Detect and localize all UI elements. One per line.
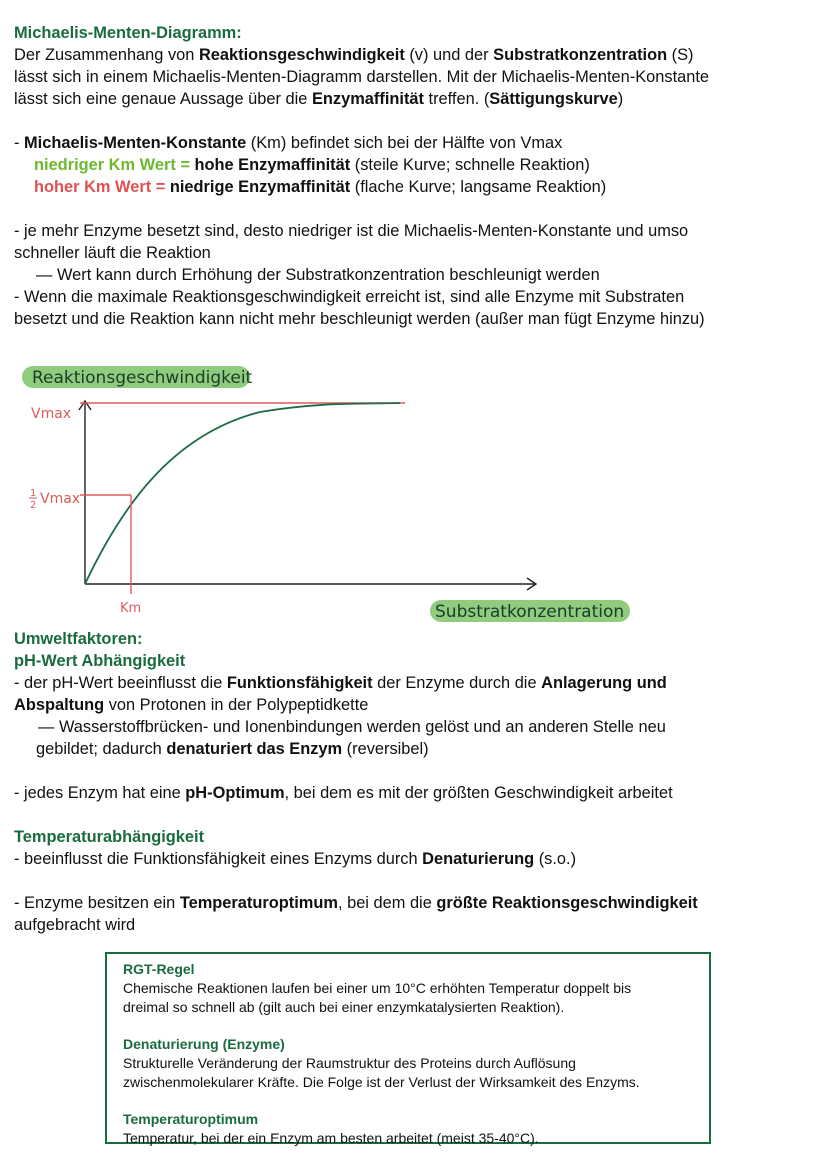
ph-bold: Anlagerung und <box>541 674 667 692</box>
ph-bold: pH-Optimum <box>185 784 285 802</box>
half-vmax-label: Vmax <box>40 491 81 507</box>
km-low-line <box>14 154 814 176</box>
graph-svg <box>0 360 828 625</box>
ph-line-5 <box>14 782 814 804</box>
km-high-bold: niedrige Enzymaffinität <box>169 178 351 196</box>
intro-text: treffen. ( <box>423 90 490 108</box>
km-high-label: hoher Km Wert = <box>34 178 170 196</box>
ph-text: gebildet; dadurch <box>36 740 167 758</box>
more-line-2: schneller läuft die Reaktion <box>14 244 211 262</box>
km-low-bold: hohe Enzymaffinität <box>194 156 351 174</box>
denaturierung-title: Denaturierung (Enzyme) <box>123 1036 285 1052</box>
ph-line-4 <box>14 738 814 760</box>
ph-text: , bei dem es mit der größten Geschwindigkeit arbeitet <box>284 784 673 802</box>
temp-text: (s.o.) <box>534 850 577 868</box>
temp-bold: Temperaturoptimum <box>179 894 338 912</box>
ph-line-1 <box>14 672 814 694</box>
km-high-line <box>14 176 814 198</box>
temp-bold: Denaturierung <box>422 850 535 868</box>
intro-text: (S) <box>667 46 694 64</box>
km-low-label: niedriger Km Wert = <box>34 156 195 174</box>
km-bold: Michaelis-Menten-Konstante <box>24 134 247 152</box>
ph-bold: Abspaltung <box>14 696 105 714</box>
km-text: (Km) befindet sich bei der Hälfte von Vmax <box>246 134 563 152</box>
lower-text <box>14 628 814 936</box>
temp-text: - Enzyme besitzen ein <box>14 894 180 912</box>
section-title-umwelt: Umweltfaktoren: <box>14 630 143 648</box>
temp-bold: größte Reaktionsgeschwindigkeit <box>436 894 698 912</box>
intro-line-1 <box>14 44 814 66</box>
intro-bold: Reaktionsgeschwindigkeit <box>198 46 405 64</box>
subtitle-ph: pH-Wert Abhängigkeit <box>14 652 186 670</box>
temperaturoptimum-title: Temperaturoptimum <box>123 1111 259 1127</box>
intro-text: ) <box>617 90 624 108</box>
more-line-1: - je mehr Enzyme besetzt sind, desto niedriger ist die Michaelis-Menten-Konstante und umso <box>14 222 689 240</box>
ph-text: von Protonen in der Polypeptidkette <box>104 696 369 714</box>
temp-line-1 <box>14 848 814 870</box>
more-line-4: - Wenn die maximale Reaktionsgeschwindigkeit erreicht ist, sind alle Enzyme mit Substraten <box>14 288 685 306</box>
vmax-label: Vmax <box>31 406 72 422</box>
intro-bold: Sättigungskurve <box>489 90 618 108</box>
km-dash: - <box>14 134 25 152</box>
km-low-rest: (steile Kurve; schnelle Reaktion) <box>350 156 590 174</box>
km-label: Km <box>120 601 142 616</box>
temp-text: , bei dem die <box>337 894 437 912</box>
intro-text: Der Zusammenhang von <box>14 46 199 64</box>
temp-line-2 <box>14 892 814 914</box>
ph-text: - der pH-Wert beeinflusst die <box>14 674 227 692</box>
section-title-michaelis: Michaelis-Menten-Diagramm: <box>14 24 242 42</box>
y-axis-label: Reaktionsgeschwindigkeit <box>32 368 253 388</box>
info-box <box>105 952 711 1144</box>
ph-line-3: — Wasserstoffbrücken- und Ionenbindungen werden gelöst und an anderen Stelle neu <box>38 718 666 736</box>
rgt-line-2: dreimal so schnell ab (gilt auch bei einer enzymkatalysierten Reaktion). <box>123 999 565 1015</box>
half-den: 2 <box>30 500 37 511</box>
intro-bold: Substratkonzentration <box>493 46 668 64</box>
half-num: 1 <box>30 488 37 499</box>
intro-text: (v) und der <box>404 46 494 64</box>
michaelis-menten-graph <box>0 360 828 625</box>
temp-line-3: aufgebracht wird <box>14 916 136 934</box>
intro-text: lässt sich eine genaue Aussage über die <box>14 90 312 108</box>
rgt-title: RGT-Regel <box>123 961 195 977</box>
ph-bold: Funktionsfähigkeit <box>226 674 373 692</box>
x-axis-label: Substratkonzentration <box>435 602 625 622</box>
intro-line-3 <box>14 88 814 110</box>
km-high-rest: (flache Kurve; langsame Reaktion) <box>350 178 607 196</box>
ph-text: der Enzyme durch die <box>372 674 542 692</box>
subtitle-temperatur: Temperaturabhängigkeit <box>14 828 205 846</box>
ph-line-2 <box>14 694 814 716</box>
temp-text: - beeinflusst die Funktionsfähigkeit eines Enzyms durch <box>14 850 423 868</box>
saturation-curve <box>85 403 400 584</box>
more-line-5: besetzt und die Reaktion kann nicht mehr beschleunigt werden (außer man fügt Enzyme hinzu) <box>14 310 705 328</box>
temperaturoptimum-line-1: Temperatur, bei der ein Enzym am besten arbeitet (meist 35-40°C). <box>123 1130 539 1146</box>
ph-bold: denaturiert das Enzym <box>166 740 343 758</box>
rgt-line-1: Chemische Reaktionen laufen bei einer um 10°C erhöhten Temperatur doppelt bis <box>123 980 632 996</box>
ph-text: - jedes Enzym hat eine <box>14 784 186 802</box>
km-line <box>14 132 814 154</box>
denaturierung-line-1: Strukturelle Veränderung der Raumstruktur des Proteins durch Auflösung <box>123 1055 576 1071</box>
denaturierung-line-2: zwischenmolekularer Kräfte. Die Folge ist der Verlust der Wirksamkeit des Enzyms. <box>123 1074 640 1090</box>
intro-line-2: lässt sich in einem Michaelis-Menten-Diagramm darstellen. Mit der Michaelis-Menten-Konstante <box>14 68 710 86</box>
upper-text <box>14 22 814 330</box>
more-line-3: — Wert kann durch Erhöhung der Substratkonzentration beschleunigt werden <box>36 266 600 284</box>
ph-text: (reversibel) <box>342 740 429 758</box>
intro-bold: Enzymaffinität <box>311 90 424 108</box>
